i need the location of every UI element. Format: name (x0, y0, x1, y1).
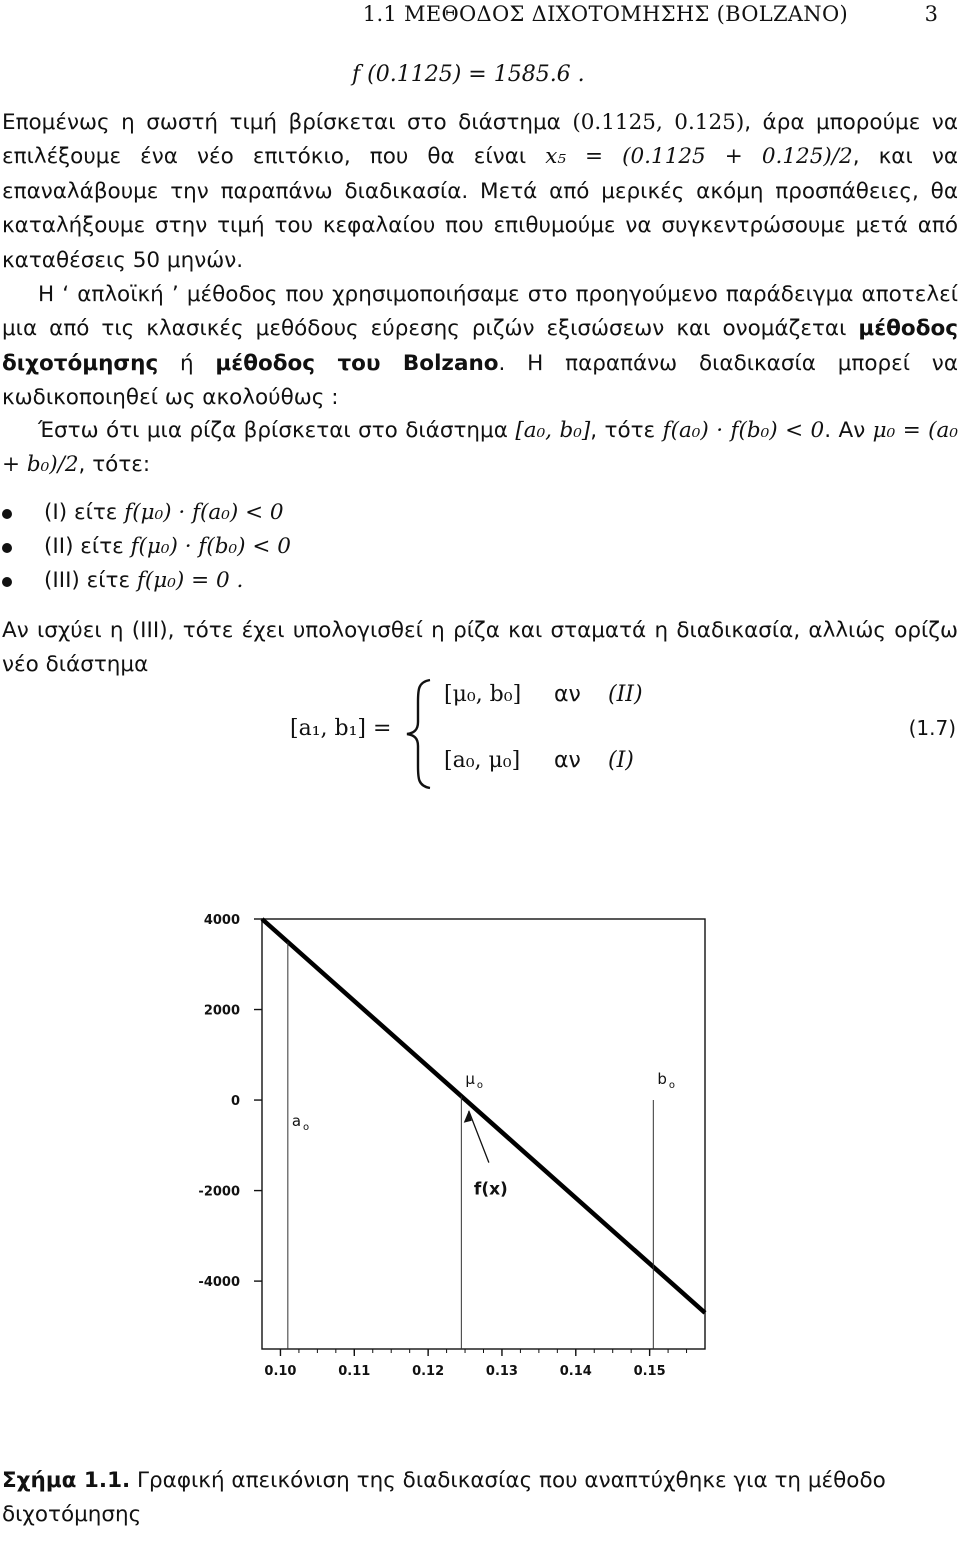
caption-label: Σχήμα 1.1. (2, 1468, 131, 1493)
case-item (0, 496, 960, 530)
case-label: (III) είτε (44, 568, 137, 593)
system-row1-interval: [μ₀, b₀] (444, 682, 522, 707)
para2-bold-1: μέθοδος διχοτόμησης (2, 316, 958, 376)
x-tick-label: 0.11 (338, 1364, 371, 1379)
case-math: f(μ₀) = 0 . (136, 568, 244, 593)
para2-text-3: . Η παραπάνω διαδικασία μπορεί να κωδικοποιηθεί ως ακολούθως : (2, 350, 958, 411)
x-tick-label: 0.14 (559, 1364, 592, 1379)
cases-list (0, 496, 960, 598)
para2-text-1: Η ‘ απλοϊκή ’ μέθοδος που χρησιμοποιήσαμε στο προηγούμενο παράδειγμα αποτελεί μια από τις κλασικές μεθόδους εύρεσης ριζών εξισώσεων και ονομάζεται (2, 282, 958, 342)
para1-text-2: , άρα μπορούμε να επιλέξουμε ένα νέο επιτόκιο, που θα είναι (2, 110, 958, 170)
bullet-icon (2, 543, 12, 553)
case-label: (I) είτε (44, 500, 125, 525)
annotation-arrowhead (464, 1111, 472, 1123)
para2-text-2: ή (158, 350, 216, 376)
system-row2-interval: [a₀, μ₀] (444, 748, 521, 773)
bullet-icon (2, 509, 12, 519)
para2-bold-2: μέθοδος του Bolzano (215, 350, 499, 376)
case-label: (II) είτε (44, 534, 131, 559)
para3-math-2: f(a₀) · f(b₀) < 0 (662, 418, 825, 443)
marker-label: a $_o$ (291, 1112, 310, 1134)
marker-label: μ $_o$ (465, 1070, 484, 1092)
para3-text-2: , τότε (590, 418, 663, 443)
caption-text: Γραφική απεικόνιση της διαδικασίας που αναπτύχθηκε για τη μέθοδο διχοτόμησης (2, 1468, 886, 1527)
para1-math-2: x₅ = (0.1125 + 0.125)/2 (545, 144, 853, 170)
y-tick-label: 2000 (203, 1003, 240, 1019)
system-row1-word: αν (554, 682, 581, 707)
section-title: 1.1 ΜΕΘΟΔΟΣ ΔΙΧΟΤΟΜΗΣΗΣ (BOLZANO) (362, 2, 848, 26)
para1-text-1: Επομένως η σωστή τιμή βρίσκεται στο διάστημα (2, 110, 573, 135)
plot-frame (262, 919, 705, 1349)
case-math: f(μ₀) · f(b₀) < 0 (130, 534, 291, 559)
case-item (0, 530, 960, 564)
annotation-label: f(x) (473, 1179, 508, 1200)
system-lhs: [a₁, b₁] = (290, 716, 392, 741)
y-tick-label: -4000 (198, 1275, 240, 1291)
paragraph-2 (2, 278, 958, 416)
x-tick-label: 0.10 (264, 1364, 297, 1379)
left-brace-icon (404, 678, 434, 790)
page-number: 3 (924, 2, 938, 26)
page-header (0, 2, 940, 32)
marker-label: b $_o$ (657, 1070, 675, 1092)
system-row2-word: αν (554, 748, 581, 773)
paragraph-3 (2, 414, 958, 483)
x-tick-label: 0.12 (412, 1364, 445, 1379)
paragraph-4 (2, 614, 958, 683)
para3-math-1: [a₀, b₀] (515, 418, 591, 443)
x-tick-label: 0.13 (485, 1364, 518, 1379)
bullet-icon (2, 577, 12, 587)
x-tick-label: 0.15 (633, 1364, 666, 1379)
fx-series-line (262, 919, 705, 1313)
para3-text-4: , τότε: (78, 452, 151, 478)
piecewise-equation (286, 674, 960, 794)
paragraph-1 (2, 106, 958, 278)
case-math: f(μ₀) · f(a₀) < 0 (124, 500, 284, 525)
y-tick-label: 4000 (203, 913, 240, 928)
system-row2-condition: (I) (608, 748, 634, 773)
para4-text: Αν ισχύει η (ΙΙΙ), τότε έχει υπολογισθεί η ρίζα και σταματά η διαδικασία, αλλιώς ορίζω νέο διάστημα (2, 618, 958, 678)
y-tick-label: 0 (230, 1094, 240, 1110)
bisection-chart (170, 900, 730, 1390)
para3-math-3: μ₀ = (a₀ + b₀)/2 (2, 418, 958, 478)
para1-math-1: (0.1125, 0.125) (572, 110, 745, 135)
equation-number: (1.7) (908, 716, 956, 740)
para1-text-3: , και να επαναλάβουμε την παραπάνω διαδικασία. Μετά από μερικές ακόμη προσπάθειες, θα καταλήξουμε στην τιμή του κεφαλαίου που επιθυμούμε να συγκεντρώσουμε μετά από καταθέσεις 50 μηνών. (2, 144, 958, 273)
para3-text-3: . Αν (824, 418, 873, 443)
system-row1-condition: (II) (608, 682, 643, 707)
figure-caption (2, 1464, 958, 1532)
para3-text-1: Έστω ότι μια ρίζα βρίσκεται στο διάστημα (38, 418, 516, 443)
case-item (0, 564, 960, 598)
top-equation: f (0.1125) = 1585.6 . (352, 62, 585, 87)
y-tick-label: -2000 (198, 1184, 240, 1200)
